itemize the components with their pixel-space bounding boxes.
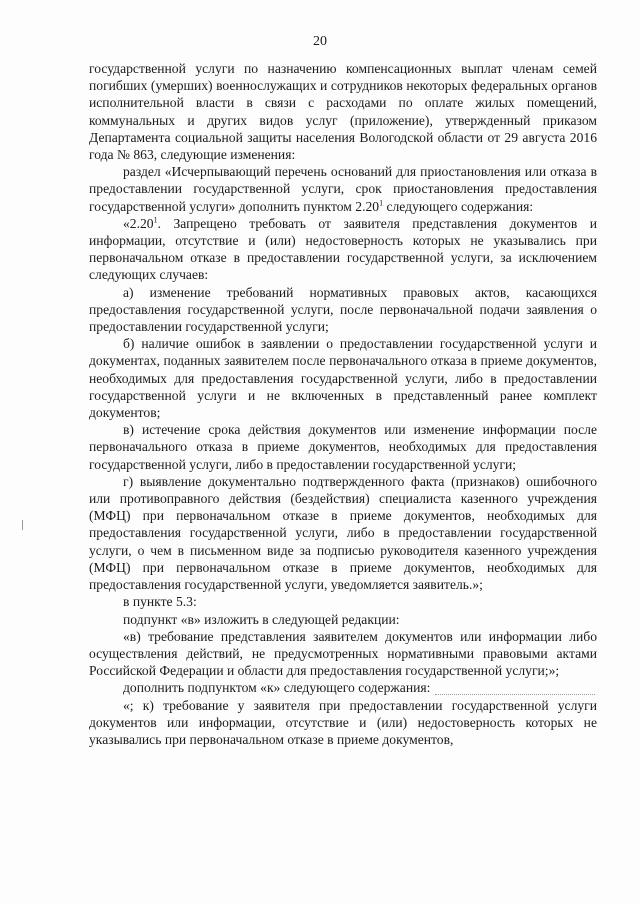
paragraph-subpoint-k-instruction: дополнить подпунктом «к» следующего содержания: [123,680,431,696]
paragraph-item-a: а) изменение требований нормативных правовых актов, касающихся предоставления государственной услуги, после первоначальной подачи заявления о предоставлении государственной услуги; [89,284,597,335]
scan-artifact-mark [22,520,23,530]
paragraph-subpoint-v-text: «в) требование представления заявителем документов или информации либо осуществления действий, не предусмотренных нормативными правовыми актами Российской Федерации и области для предоставления государственной услуги;»; [89,628,597,679]
paragraph-text-after: следующего содержания: [383,198,534,214]
paragraph-subpoint-k-text: «; к) требование у заявителя при предоставлении государственной услуги документов или информации, отсутствие и (или) недостоверность которых не указывались при первоначальном отказе в приеме документов, [89,697,597,747]
paragraph-text: «2.20 [123,215,154,231]
paragraph-item-g: г) выявление документально подтвержденного факта (признаков) ошибочного или противоправного действия (бездействия) специалиста казенного учреждения (МФЦ) при первоначальном отказе в приеме документов, необходимых для предоставления государственной услуги, либо в предоставлении государственной услуги, о чем в письменном виде за подписью руководителя казенного учреждения (МФЦ) при первоначальном отказе в приеме документов, необходимых для предоставления государственной услуги, уведомляется заявитель.»; [89,473,597,593]
paragraph-section-amendment [89,163,597,215]
paragraph-text-after: . Запрещено требовать от заявителя представления документов и информации, отсутствие и (или) недостоверность которых не указывались при первоначальном отказе в предоставлении государственной услуги, за исключением следующих случаев: [89,215,597,283]
page-number: 20 [313,34,327,49]
paragraph-item-v: в) истечение срока действия документов или изменение информации после первоначального отказа в приеме документов, необходимых для предоставления государственной услуги, либо в предоставлении государственной услуги; [89,422,597,472]
superscript: 1 [379,198,384,208]
paragraph-subpoint-v-instruction: подпункт «в» изложить в следующей редакции: [123,611,400,627]
paragraph-clause-2-20-1 [89,215,597,284]
paragraph-point-5-3: в пункте 5.3: [123,594,197,610]
document-body [89,60,597,748]
paragraph-text: раздел «Исчерпывающий перечень оснований для приостановления или отказа в предоставлении государственной услуги, срок приостановления предоставления государственной услуги» дополнить пунктом 2.20 [89,164,597,214]
superscript: 1 [153,215,158,225]
paragraph-intro-continuation: государственной услуги по назначению компенсационных выплат членам семей погибших (умерших) военнослужащих и сотрудников некоторых федеральных органов исполнительной власти в связи с расходами по оплате жилых помещений, коммунальных и других видов услуг (приложение), утвержденный приказом Департамента социальной защиты населения Вологодской области от 29 августа 2016 года № 863, следующие изменения: [89,61,597,163]
paragraph-item-b: б) наличие ошибок в заявлении о предоставлении государственной услуги и документах, поданных заявителем после первоначального отказа в приеме документов, необходимых для предоставления государственной услуги, либо в предоставлении государственной услуги и не включенных в представленный ранее комплект документов; [89,336,597,421]
